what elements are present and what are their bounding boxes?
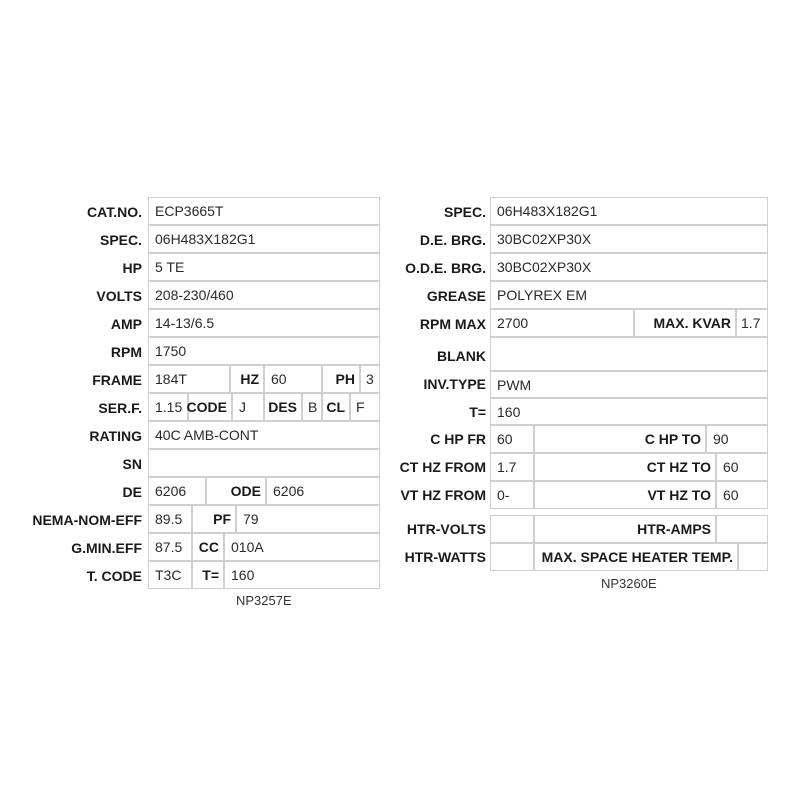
amp-value: 14-13/6.5: [148, 309, 380, 337]
htr-volts-value: [490, 515, 534, 543]
right-plate-caption: NP3260E: [601, 576, 657, 591]
ph-value: 3: [360, 365, 380, 393]
serf-label: SER.F.: [98, 400, 142, 416]
ode-label: ODE: [206, 477, 266, 505]
pf-value: 79: [236, 505, 380, 533]
r-spec-value: 06H483X182G1: [490, 197, 768, 225]
htr-volts-label: HTR-VOLTS: [406, 521, 486, 537]
rating-value: 40C AMB-CONT: [148, 421, 380, 449]
frame-label: FRAME: [92, 372, 142, 388]
ct-hz-from-value: 1.7: [490, 453, 534, 481]
cat-no-label: CAT.NO.: [87, 204, 142, 220]
code-value: J: [232, 393, 264, 421]
cl-label: CL: [322, 393, 350, 421]
ct-hz-from-label: CT HZ FROM: [399, 459, 486, 475]
de-brg-label: D.E. BRG.: [419, 232, 486, 248]
vt-hz-to-value: 60: [716, 481, 768, 509]
max-kvar-value: 1.7: [736, 309, 768, 337]
blank-value: [490, 337, 768, 371]
g-min-eff-value: 87.5: [148, 533, 192, 561]
rpm-max-value: 2700: [490, 309, 634, 337]
htr-watts-label: HTR-WATTS: [404, 549, 486, 565]
t-equals-label: T=: [192, 561, 224, 589]
c-hp-fr-label: C HP FR: [430, 431, 486, 447]
grease-value: POLYREX EM: [490, 281, 768, 309]
ode-brg-value: 30BC02XP30X: [490, 253, 768, 281]
grease-label: GREASE: [426, 288, 486, 304]
vt-hz-to-label: VT HZ TO: [534, 481, 716, 509]
blank-label: BLANK: [437, 348, 486, 364]
rpm-value: 1750: [148, 337, 380, 365]
htr-amps-value: [716, 515, 768, 543]
rating-label: RATING: [89, 428, 142, 444]
des-value: B: [302, 393, 322, 421]
ode-brg-label: O.D.E. BRG.: [405, 260, 486, 276]
r-spec-label: SPEC.: [443, 204, 486, 220]
c-hp-fr-value: 60: [490, 425, 534, 453]
r-t-equals-value: 160: [490, 398, 768, 425]
ct-hz-to-value: 60: [716, 453, 768, 481]
inv-type-value: PWM: [490, 371, 768, 398]
spec-value: 06H483X182G1: [148, 225, 380, 253]
hz-value: 60: [264, 365, 322, 393]
vt-hz-from-value: 0-: [490, 481, 534, 509]
r-t-equals-label: T=: [469, 404, 486, 420]
de-brg-value: 30BC02XP30X: [490, 225, 768, 253]
rpm-max-label: RPM MAX: [419, 316, 486, 332]
cc-label: CC: [192, 533, 224, 561]
t-equals-value: 160: [224, 561, 380, 589]
amp-label: AMP: [110, 316, 142, 332]
t-code-value: T3C: [148, 561, 192, 589]
de-label: DE: [122, 484, 142, 500]
volts-label: VOLTS: [96, 288, 142, 304]
de-value: 6206: [148, 477, 206, 505]
pf-label: PF: [192, 505, 236, 533]
nema-nom-eff-value: 89.5: [148, 505, 192, 533]
max-space-heater-temp-label: MAX. SPACE HEATER TEMP.: [534, 543, 738, 571]
spec-label: SPEC.: [99, 232, 142, 248]
rpm-label: RPM: [110, 344, 142, 360]
volts-value: 208-230/460: [148, 281, 380, 309]
ct-hz-to-label: CT HZ TO: [534, 453, 716, 481]
serf-value: 1.15: [148, 393, 188, 421]
vt-hz-from-label: VT HZ FROM: [400, 487, 486, 503]
cat-no-value: ECP3665T: [148, 197, 380, 225]
c-hp-to-label: C HP TO: [534, 425, 706, 453]
left-plate-caption: NP3257E: [236, 593, 292, 608]
ode-value: 6206: [266, 477, 380, 505]
nema-nom-eff-label: NEMA-NOM-EFF: [32, 512, 142, 528]
ph-label: PH: [322, 365, 360, 393]
hz-label: HZ: [230, 365, 264, 393]
t-code-label: T. CODE: [86, 568, 142, 584]
frame-value: 184T: [148, 365, 230, 393]
sn-label: SN: [122, 456, 142, 472]
inv-type-label: INV.TYPE: [423, 376, 486, 392]
hp-label: HP: [122, 260, 142, 276]
c-hp-to-value: 90: [706, 425, 768, 453]
hp-value: 5 TE: [148, 253, 380, 281]
des-label: DES: [264, 393, 302, 421]
htr-amps-label: HTR-AMPS: [534, 515, 716, 543]
g-min-eff-label: G.MIN.EFF: [71, 540, 142, 556]
code-label: CODE: [188, 393, 232, 421]
cc-value: 010A: [224, 533, 380, 561]
max-space-heater-temp-value: [738, 543, 768, 571]
htr-watts-value: [490, 543, 534, 571]
max-kvar-label: MAX. KVAR: [634, 309, 736, 337]
cl-value: F: [350, 393, 380, 421]
